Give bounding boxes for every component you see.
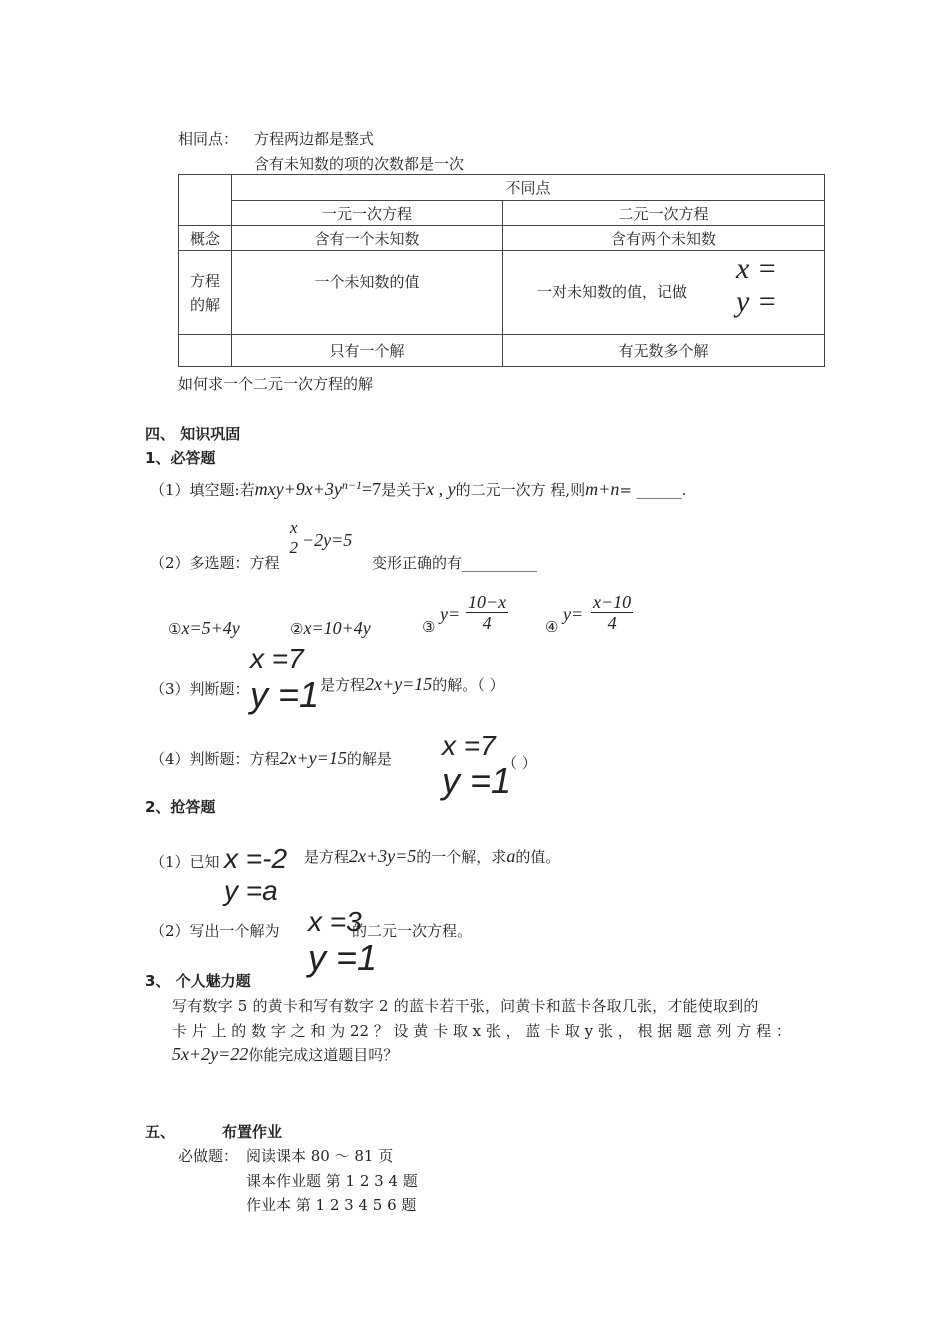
section-4-sub2: 2、抢答题 (145, 798, 216, 816)
section-4-sub3: 3、 个人魅力题 (145, 972, 251, 990)
charm-tail: 你能完成这道题目吗？ (248, 1046, 399, 1064)
col-header-two-var: 二元一次方程 (503, 201, 825, 226)
q2-opt3-lhs: y= (440, 604, 461, 624)
charm-paragraph-2: 卡 片 上 的 数 字 之 和 为 22 ？ 设 黄 卡 取 x 张 ， 蓝 卡 取 y 张 ， 根 据 题 意 列 方 程 ： (172, 1022, 791, 1040)
homework-line-3: 作业本 第 1 2 3 4 5 6 题 (246, 1196, 417, 1214)
solution-x-equals: x = (736, 252, 778, 285)
q1-mid: 是关于 (381, 481, 427, 499)
q4-mid: 的解是 (346, 750, 392, 768)
count-two-var: 有无数多个解 (503, 335, 825, 367)
charm-paragraph-1: 写有数字 5 的黄卡和写有数字 2 的蓝卡若干张，问黄卡和蓝卡各取几张，才能使取到的 (172, 997, 759, 1015)
q1-equation: mxy+9x+3y (254, 479, 342, 499)
q1-exponent: n−1 (341, 478, 362, 492)
q3-tail: 的解。（ ） (432, 676, 505, 694)
question-2 (150, 518, 538, 572)
similar-line-2: 含有未知数的项的次数都是一次 (254, 155, 465, 173)
q2-equation-rest: −2y=5 (302, 530, 353, 550)
comparison-table (178, 174, 825, 367)
q2-fraction (288, 518, 300, 558)
q3-prefix: （3）判断题： (150, 680, 250, 698)
q2-opt4-den: 4 (607, 613, 617, 633)
q2-opt3-mark: ③ (422, 618, 436, 636)
q4-tail: （ ） (502, 754, 537, 772)
q5-mid2: 的一个解，求 (416, 848, 507, 866)
table-corner (179, 175, 232, 226)
charm-paragraph-3 (172, 1044, 398, 1065)
q3-x-value: x =7 (250, 643, 304, 674)
row-label-count (179, 335, 232, 367)
q5-equation: 2x+3y=5 (349, 846, 417, 866)
q6-prefix: （2）写出一个解为 (150, 922, 280, 940)
q1-equation-rhs: =7 (361, 479, 382, 499)
q4-y-value: y =1 (442, 760, 512, 801)
row-label-solution-line2: 的解 (189, 295, 220, 314)
section-5-title: 五、 布置作业 (145, 1123, 283, 1141)
concept-one-var: 含有一个未知数 (232, 226, 503, 251)
solution-two-var (503, 251, 825, 335)
q2-opt4-lhs: y= (563, 604, 584, 624)
q3-mid: 是方程 (320, 676, 366, 694)
q5-y-value: y =a (224, 875, 278, 906)
question-1 (150, 478, 686, 500)
q4-x-value: x =7 (442, 730, 496, 761)
q5-mid: 是方程 (304, 848, 350, 866)
q5-prefix: （1）已知 (150, 853, 220, 871)
q2-option-3 (422, 592, 507, 636)
homework-label: 必做题： (178, 1147, 239, 1165)
q1-ask: m+n (585, 479, 620, 499)
q2-opt2-mark: ② (290, 620, 304, 638)
q2-tail: 变形正确的有__________ (372, 554, 538, 572)
solution-y-equals: y = (736, 285, 778, 318)
similar-line-1: 方程两边都是整式 (254, 130, 375, 148)
col-header-one-var: 一元一次方程 (232, 201, 503, 226)
section-4-title: 四、 知识巩固 (145, 425, 241, 443)
q3-y-value: y =1 (250, 674, 320, 715)
q5-x-value: x =-2 (224, 843, 288, 874)
q2-opt1-mark: ① (168, 620, 182, 638)
q3-rest (320, 674, 505, 695)
q2-opt3-num: 10−x (468, 592, 507, 612)
q1-mid2: 的二元一次方 程,则 (455, 481, 586, 499)
q2-opt4-mark: ④ (545, 618, 559, 636)
q2-option-4 (545, 592, 632, 636)
q2-opt2-eq: x=10+4y (303, 618, 371, 638)
q2-opt4-num: x−10 (593, 592, 632, 612)
homework-line-1: 阅读课本 80 ～ 81 页 (246, 1147, 394, 1165)
solution-two-var-text: 一对未知数的值，记做 (537, 283, 688, 301)
charm-equation: 5x+2y=22 (172, 1044, 249, 1064)
q5-tail: 的值。 (515, 848, 561, 866)
q3-equation: 2x+y=15 (365, 674, 433, 694)
q2-opt3-den: 4 (482, 613, 492, 633)
q2-opt4-fraction (591, 592, 633, 633)
q2-fraction-den: 2 (289, 538, 299, 557)
q1-vars: x , y (426, 479, 456, 499)
solution-one-var: 一个未知数的值 (232, 251, 503, 335)
row-label-solution (179, 251, 232, 335)
q6-x-value: x =3 (308, 906, 362, 937)
q2-option-1 (168, 618, 240, 639)
row-label-solution-line1: 方程 (189, 271, 220, 290)
howto-text: 如何求一个二元一次方程的解 (178, 375, 374, 393)
q4-text (150, 748, 392, 769)
concept-two-var: 含有两个未知数 (503, 226, 825, 251)
q2-prefix: （2）多选题：方程 (150, 554, 280, 572)
q1-tail: = ______. (619, 481, 687, 499)
homework-line-2: 课本作业题 第 1 2 3 4 题 (246, 1172, 418, 1190)
q2-option-2 (290, 618, 371, 639)
q4-prefix: （4）判断题：方程 (150, 750, 280, 768)
q2-opt3-fraction (466, 592, 508, 633)
count-one-var: 只有一个解 (232, 335, 503, 367)
similar-label: 相同点： (178, 130, 239, 148)
q2-opt1-eq: x=5+4y (181, 618, 240, 638)
q5-var-a: a (506, 846, 516, 866)
q4-equation: 2x+y=15 (279, 748, 347, 768)
row-label-concept: 概念 (179, 226, 232, 251)
q5-rest (304, 846, 560, 867)
q6-tail: 的二元一次方程。 (352, 922, 473, 940)
section-4-sub1: 1、必答题 (145, 449, 216, 467)
q6-y-value: y =1 (308, 937, 378, 978)
q2-fraction-num: x (290, 518, 298, 537)
q1-prefix: （1）填空题:若 (150, 481, 255, 499)
table-header: 不同点 (232, 175, 825, 201)
